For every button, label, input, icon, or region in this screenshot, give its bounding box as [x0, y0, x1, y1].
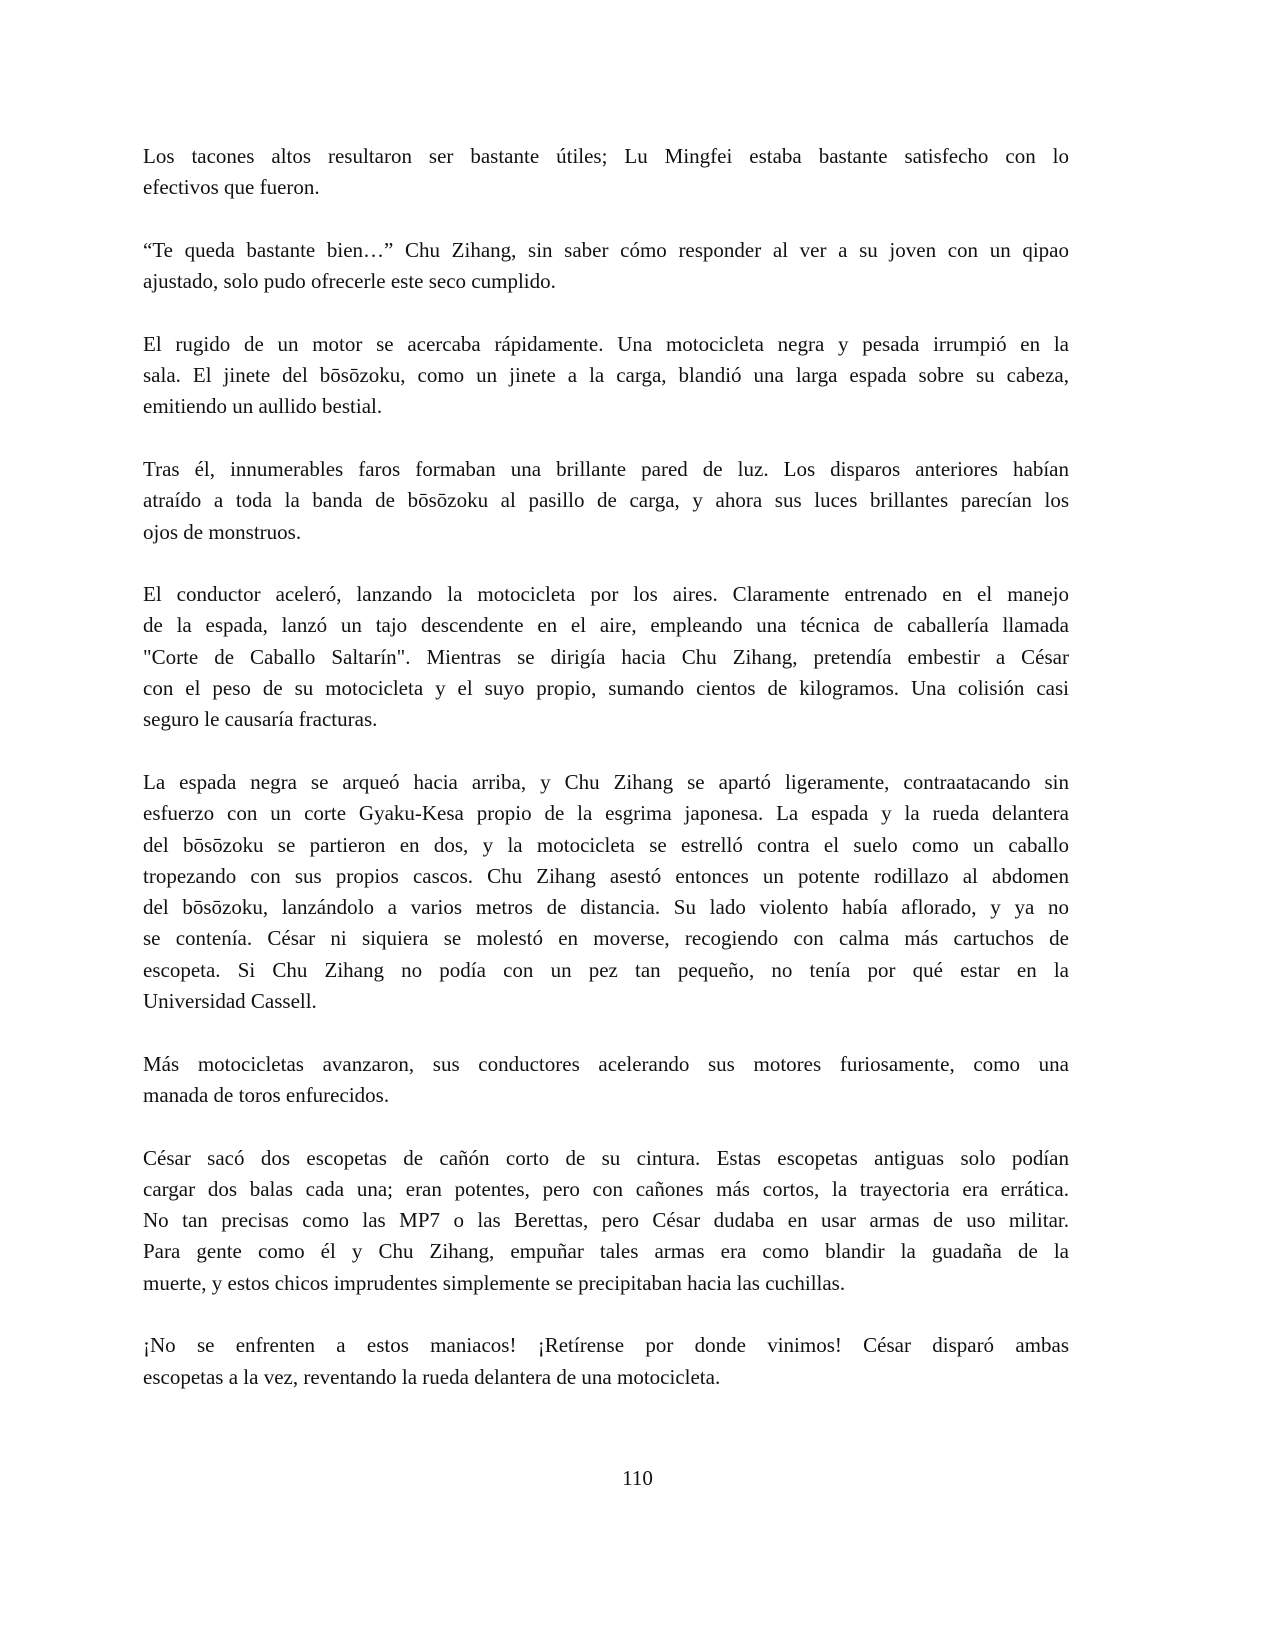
text-line: atraído a toda la banda de bōsōzoku al pasillo de carga, y ahora sus luces brillantes parecían los — [143, 488, 1069, 513]
text-line: escopeta. Si Chu Zihang no podía con un pez tan pequeño, no tenía por qué estar en la — [143, 957, 1069, 982]
paragraph — [143, 235, 1069, 298]
paragraph — [143, 579, 1069, 735]
text-line: sala. El jinete del bōsōzoku, como un jinete a la carga, blandió una larga espada sobre su cabeza, — [143, 363, 1069, 388]
text-line: ojos de monstruos. — [143, 519, 302, 544]
text-line: manada de toros enfurecidos. — [143, 1082, 390, 1107]
text-line: efectivos que fueron. — [143, 175, 320, 200]
text-line: esfuerzo con un corte Gyaku-Kesa propio de la esgrima japonesa. La espada y la rueda delantera — [143, 801, 1069, 826]
text-line: con el peso de su motocicleta y el suyo propio, sumando cientos de kilogramos. Una colisión casi — [143, 676, 1069, 701]
text-line: No tan precisas como las MP7 o las Berettas, pero César dudaba en usar armas de uso militar. — [143, 1208, 1069, 1233]
paragraph — [143, 329, 1069, 423]
text-line: El rugido de un motor se acercaba rápidamente. Una motocicleta negra y pesada irrumpió en la — [143, 331, 1069, 356]
paragraph — [143, 454, 1069, 548]
text-line: El conductor aceleró, lanzando la motocicleta por los aires. Claramente entrenado en el manejo — [143, 582, 1069, 607]
paragraph — [143, 141, 1069, 204]
text-line: Para gente como él y Chu Zihang, empuñar tales armas era como blandir la guadaña de la — [143, 1239, 1069, 1264]
paragraph — [143, 1330, 1069, 1393]
text-line: César sacó dos escopetas de cañón corto de su cintura. Estas escopetas antiguas solo podían — [143, 1145, 1069, 1170]
text-line: del bōsōzoku se partieron en dos, y la motocicleta se estrelló contra el suelo como un caballo — [143, 832, 1069, 857]
text-line: Tras él, innumerables faros formaban una brillante pared de luz. Los disparos anteriores habían — [143, 456, 1069, 481]
text-line: se contenía. César ni siquiera se molestó en moverse, recogiendo con calma más cartuchos de — [143, 926, 1069, 951]
text-line: La espada negra se arqueó hacia arriba, y Chu Zihang se apartó ligeramente, contraatacando sin — [143, 769, 1069, 794]
text-line: Universidad Cassell. — [143, 989, 317, 1014]
text-line: emitiendo un aullido bestial. — [143, 394, 383, 419]
text-line: de la espada, lanzó un tajo descendente en el aire, empleando una técnica de caballería llamada — [143, 613, 1069, 638]
text-line: cargar dos balas cada una; eran potentes, pero con cañones más cortos, la trayectoria era errática. — [143, 1176, 1069, 1201]
paragraph — [143, 1143, 1069, 1299]
text-line: Más motocicletas avanzaron, sus conductores acelerando sus motores furiosamente, como una — [143, 1051, 1069, 1076]
text-line: "Corte de Caballo Saltarín". Mientras se dirigía hacia Chu Zihang, pretendía embestir a César — [143, 644, 1069, 669]
text-line: muerte, y estos chicos imprudentes simplemente se precipitaban hacia las cuchillas. — [143, 1270, 846, 1295]
paragraph — [143, 1049, 1069, 1112]
text-line: del bōsōzoku, lanzándolo a varios metros de distancia. Su lado violento había aflorado, y ya no — [143, 895, 1069, 920]
paragraph — [143, 767, 1069, 1017]
text-line: tropezando con sus propios cascos. Chu Zihang asestó entonces un potente rodillazo al abdomen — [143, 863, 1069, 888]
text-line: escopetas a la vez, reventando la rueda delantera de una motocicleta. — [143, 1364, 721, 1389]
text-line: ¡No se enfrenten a estos maniacos! ¡Retírense por donde vinimos! César disparó ambas — [143, 1333, 1069, 1358]
text-line: Los tacones altos resultaron ser bastante útiles; Lu Mingfei estaba bastante satisfecho con lo — [143, 144, 1069, 168]
text-line: “Te queda bastante bien…” Chu Zihang, sin saber cómo responder al ver a su joven con un qipao — [143, 237, 1069, 262]
page-number: 110 — [622, 1466, 653, 1490]
text-line: seguro le causaría fracturas. — [143, 707, 378, 732]
text-line: ajustado, solo pudo ofrecerle este seco cumplido. — [143, 269, 556, 294]
page-body — [143, 141, 1069, 1424]
